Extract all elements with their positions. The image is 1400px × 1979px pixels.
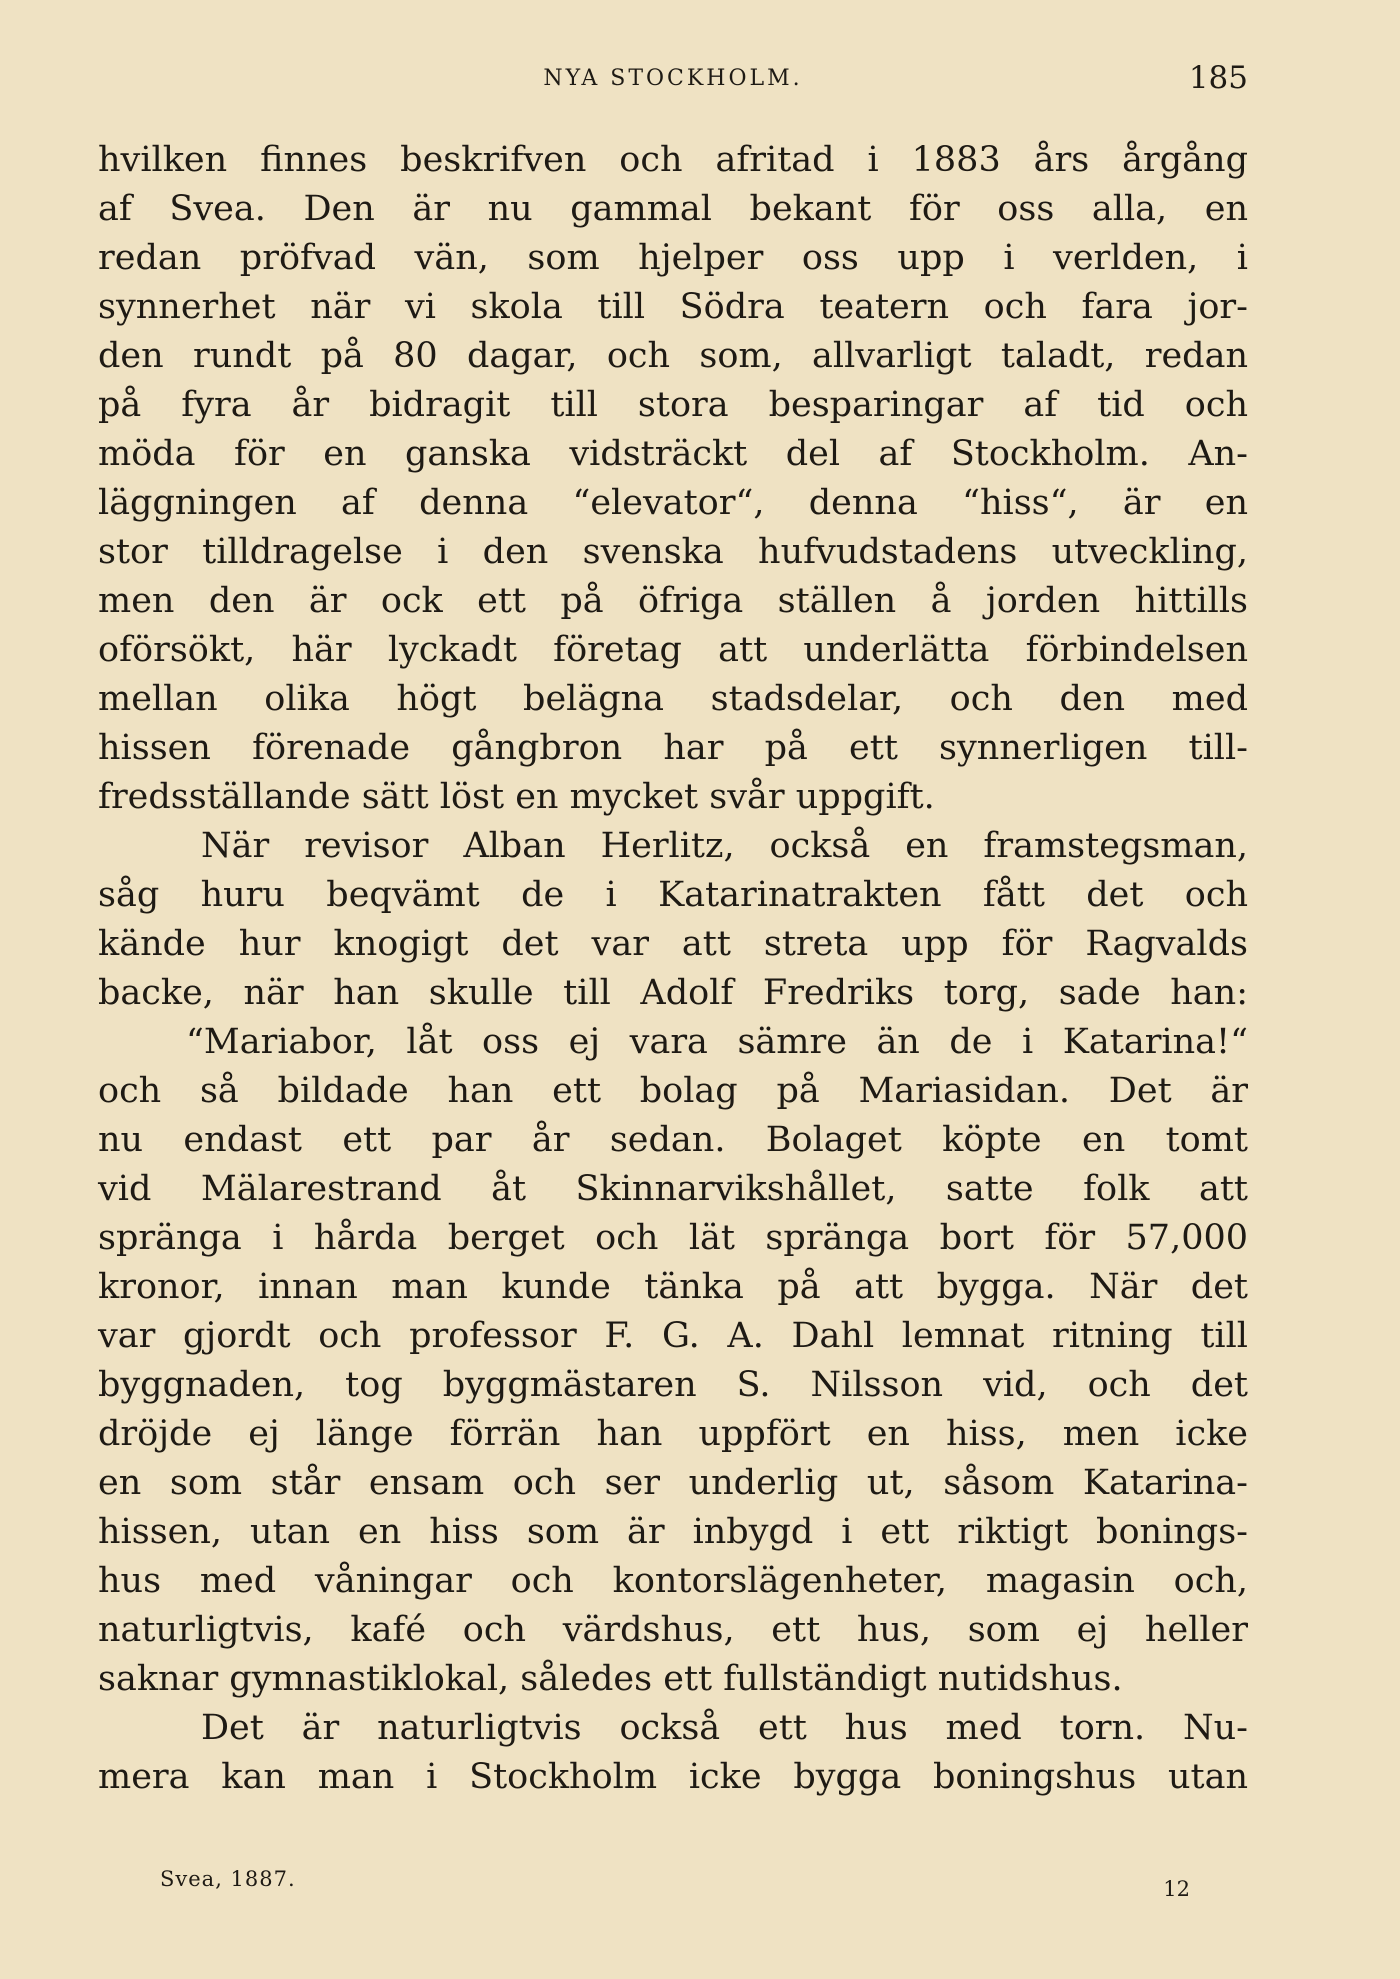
text-line: saknar gymnastiklokal, således ett fullständigt nutidshus. — [98, 1659, 1123, 1699]
text-line: naturligtvis, kafé och värdshus, ett hus, som ej heller — [98, 1610, 1248, 1650]
text-line: en som står ensam och ser underlig ut, såsom Katarina- — [98, 1463, 1248, 1503]
body-text — [98, 136, 1248, 1802]
sheet-number: 12 — [1163, 1877, 1190, 1901]
text-line: var gjordt och professor F. G. A. Dahl lemnat ritning till — [98, 1316, 1248, 1356]
text-line: spränga i hårda berget och lät spränga bort för 57,000 — [98, 1218, 1248, 1258]
footer — [160, 1867, 1190, 1907]
text-line: dröjde ej länge förrän han uppfört en hiss, men icke — [98, 1414, 1248, 1454]
text-line: hus med våningar och kontorslägenheter, magasin och, — [98, 1561, 1248, 1601]
text-line: stor tilldragelse i den svenska hufvudstadens utveckling, — [98, 532, 1248, 572]
text-line: mera kan man i Stockholm icke bygga boningshus utan — [98, 1757, 1248, 1797]
text-line: hvilken finnes beskrifven och afritad i 1883 års årgång — [98, 140, 1248, 180]
text-line: byggnaden, tog byggmästaren S. Nilsson vid, och det — [98, 1365, 1248, 1405]
text-line: möda för en ganska vidsträckt del af Stockholm. An- — [98, 434, 1248, 474]
text-line: backe, när han skulle till Adolf Fredriks torg, sade han: — [98, 973, 1248, 1013]
signature-mark: Svea, 1887. — [160, 1867, 296, 1891]
text-line: När revisor Alban Herlitz, också en framstegsman, — [201, 826, 1248, 866]
running-title: NYA STOCKHOLM. — [543, 66, 803, 91]
text-line: redan pröfvad vän, som hjelper oss upp i verlden, i — [98, 238, 1248, 278]
text-line: synnerhet när vi skola till Södra teatern och fara jor- — [98, 287, 1248, 327]
text-line: hissen, utan en hiss som är inbygd i ett riktigt bonings- — [98, 1512, 1248, 1552]
text-line: läggningen af denna “elevator“, denna “hiss“, är en — [98, 483, 1248, 523]
text-line: nu endast ett par år sedan. Bolaget köpte en tomt — [98, 1120, 1248, 1160]
text-line: fredsställande sätt löst en mycket svår uppgift. — [98, 777, 935, 817]
text-line: af Svea. Den är nu gammal bekant för oss alla, en — [98, 189, 1248, 229]
text-line: på fyra år bidragit till stora besparingar af tid och — [98, 385, 1248, 425]
text-line: oförsökt, här lyckadt företag att underlätta förbindelsen — [98, 630, 1248, 670]
text-line: Det är naturligtvis också ett hus med torn. Nu- — [201, 1708, 1248, 1748]
text-line: såg huru beqvämt de i Katarinatrakten fått det och — [98, 875, 1248, 915]
text-line: och så bildade han ett bolag på Mariasidan. Det är — [98, 1071, 1248, 1111]
text-line: “Mariabor, låt oss ej vara sämre än de i Katarina!“ — [186, 1022, 1248, 1062]
page-number: 185 — [1188, 60, 1248, 96]
text-line: den rundt på 80 dagar, och som, allvarligt taladt, redan — [98, 336, 1248, 376]
text-line: kände hur knogigt det var att streta upp för Ragvalds — [98, 924, 1248, 964]
running-head — [98, 60, 1248, 100]
text-line: mellan olika högt belägna stadsdelar, och den med — [98, 679, 1248, 719]
text-line: men den är ock ett på öfriga ställen å jorden hittills — [98, 581, 1248, 621]
text-line: kronor, innan man kunde tänka på att bygga. När det — [98, 1267, 1248, 1307]
text-line: vid Mälarestrand åt Skinnarvikshållet, satte folk att — [98, 1169, 1248, 1209]
text-line: hissen förenade gångbron har på ett synnerligen till- — [98, 728, 1248, 768]
